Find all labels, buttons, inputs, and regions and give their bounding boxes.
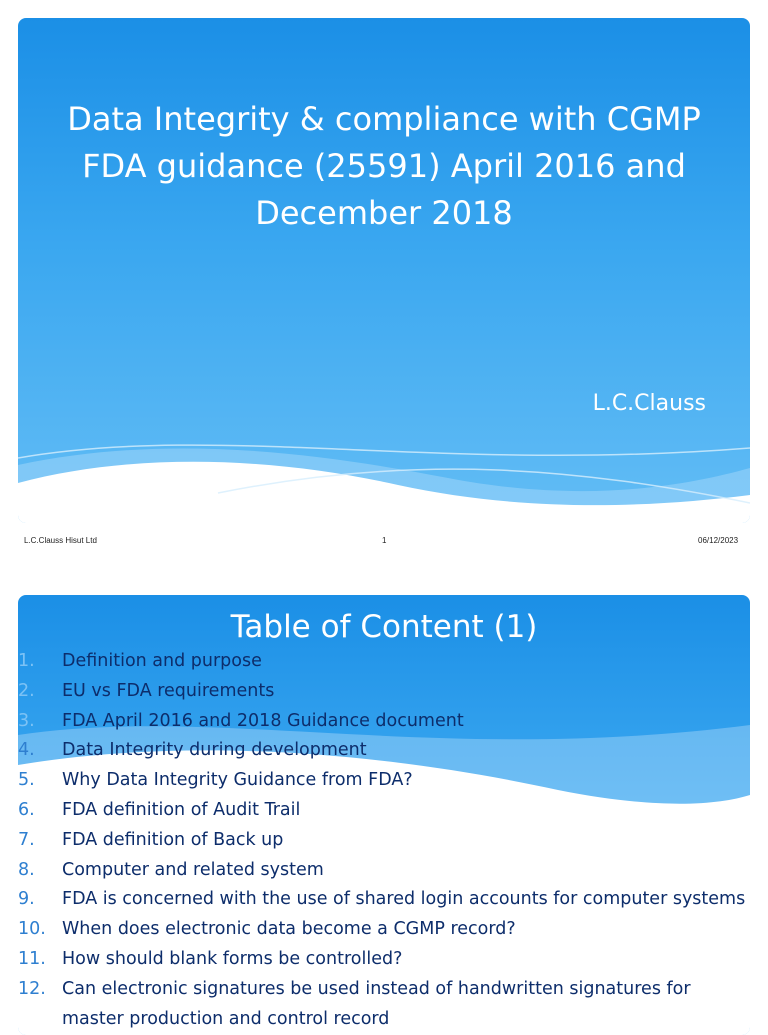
toc-item-number: 4. <box>18 740 35 761</box>
toc-item <box>18 796 750 826</box>
toc-item-text: Can electronic signatures be used instead of handwritten signatures for master production and control record <box>62 978 691 1029</box>
slide-title <box>38 96 730 237</box>
toc-item <box>18 885 750 915</box>
toc-item-text: Data Integrity during development <box>62 740 367 761</box>
toc-item-number: 9. <box>18 889 35 910</box>
title-line-2: FDA guidance (25591) April 2016 and <box>82 147 686 185</box>
toc-item-number: 7. <box>18 829 35 850</box>
toc-item <box>18 677 750 707</box>
toc-item-number: 8. <box>18 859 35 880</box>
toc-item-number: 11. <box>18 948 46 969</box>
toc-item-text: FDA April 2016 and 2018 Guidance document <box>62 710 464 731</box>
toc-item <box>18 945 750 975</box>
wave-decoration <box>18 413 750 523</box>
toc-item-number: 2. <box>18 680 35 701</box>
toc-item-text: FDA definition of Audit Trail <box>62 799 301 820</box>
toc-item-number: 1. <box>18 651 35 671</box>
toc-item-text: Computer and related system <box>62 859 324 880</box>
toc-list <box>18 647 750 1034</box>
toc-item-text: Definition and purpose <box>62 651 262 671</box>
toc-item <box>18 736 750 766</box>
toc-item-number: 10. <box>18 919 46 940</box>
toc-title: Table of Content (1) <box>230 609 538 645</box>
toc-item-text: FDA definition of Back up <box>62 829 284 850</box>
title-slide <box>18 18 750 523</box>
toc-item <box>18 915 750 945</box>
toc-item <box>18 707 750 737</box>
toc-item-text: How should blank forms be controlled? <box>62 948 403 969</box>
toc-item <box>18 975 750 1035</box>
toc-item-text: When does electronic data become a CGMP record? <box>62 919 516 940</box>
toc-item <box>18 856 750 886</box>
toc-item-number: 3. <box>18 710 35 731</box>
toc-item-text: Why Data Integrity Guidance from FDA? <box>62 770 413 791</box>
toc-item-number: 12. <box>18 978 46 999</box>
toc-item-text: EU vs FDA requirements <box>62 680 275 701</box>
toc-item <box>18 766 750 796</box>
toc-item <box>18 826 750 856</box>
title-line-1: Data Integrity & compliance with CGMP <box>67 100 701 138</box>
toc-item-number: 5. <box>18 770 35 791</box>
footer-date: 06/12/2023 <box>698 536 739 545</box>
footer-page-number: 1 <box>382 536 387 545</box>
toc-item-text: FDA is concerned with the use of shared login accounts for computer systems <box>62 889 746 910</box>
toc-item-number: 6. <box>18 799 35 820</box>
author-name: L.C.Clauss <box>592 391 706 416</box>
footer-organization: L.C.Clauss Hisut Ltd <box>24 536 97 545</box>
toc-item <box>18 647 750 677</box>
title-line-3: December 2018 <box>255 194 513 232</box>
toc-slide <box>18 595 750 1035</box>
